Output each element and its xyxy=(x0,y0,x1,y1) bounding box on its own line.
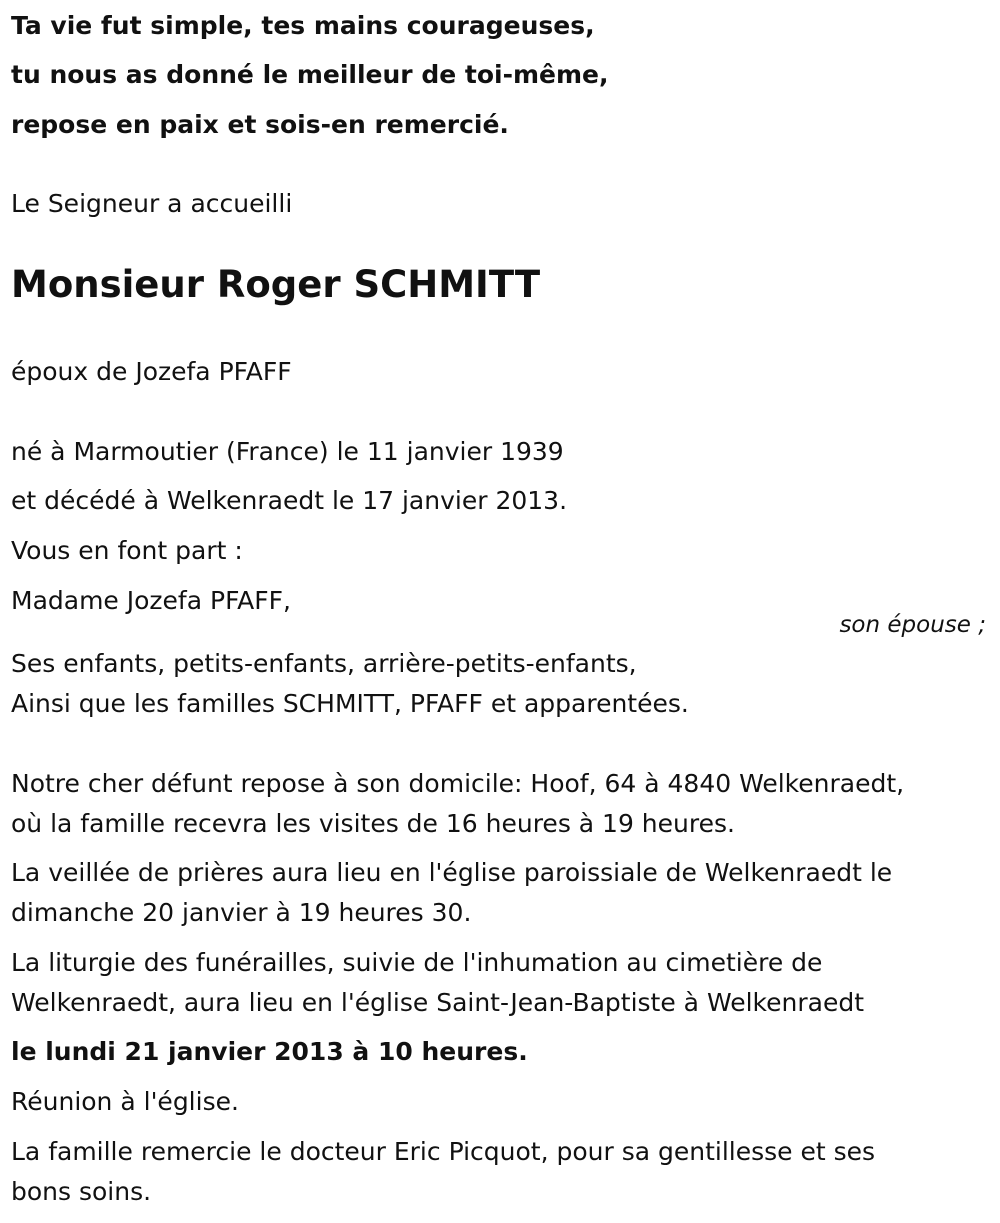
spouse-line: époux de Jozefa PFAFF xyxy=(11,357,292,386)
family-spouse-role: son épouse ; xyxy=(839,612,986,638)
poem-line-1: Ta vie fut simple, tes mains courageuses, xyxy=(11,11,595,40)
thanks-line-2: bons soins. xyxy=(11,1177,152,1206)
intro-text: Le Seigneur a accueilli xyxy=(11,189,293,218)
family-spouse-name: Madame Jozefa PFAFF, xyxy=(11,586,291,615)
vigil-line-1: La veillée de prières aura lieu en l'église paroissiale de Welkenraedt le xyxy=(11,858,893,887)
poem-line-2: tu nous as donné le meilleur de toi-même, xyxy=(11,60,609,89)
family-children: Ses enfants, petits-enfants, arrière-petits-enfants, xyxy=(11,649,637,678)
birth-line: né à Marmoutier (France) le 11 janvier 1939 xyxy=(11,437,564,466)
poem-line-3: repose en paix et sois-en remercié. xyxy=(11,110,509,139)
deceased-name: Monsieur Roger SCHMITT xyxy=(11,263,541,306)
death-line: et décédé à Welkenraedt le 17 janvier 2013. xyxy=(11,486,568,515)
family-families: Ainsi que les familles SCHMITT, PFAFF et apparentées. xyxy=(11,689,689,718)
liturgy-line-1: La liturgie des funérailles, suivie de l'inhumation au cimetière de xyxy=(11,948,823,977)
liturgy-date: le lundi 21 janvier 2013 à 10 heures. xyxy=(11,1037,528,1066)
meeting-line: Réunion à l'église. xyxy=(11,1087,239,1116)
rest-line-2: où la famille recevra les visites de 16 heures à 19 heures. xyxy=(11,809,735,838)
liturgy-line-2: Welkenraedt, aura lieu en l'église Saint-Jean-Baptiste à Welkenraedt xyxy=(11,988,864,1017)
announce-line: Vous en font part : xyxy=(11,536,243,565)
vigil-line-2: dimanche 20 janvier à 19 heures 30. xyxy=(11,898,472,927)
thanks-line-1: La famille remercie le docteur Eric Picquot, pour sa gentillesse et ses xyxy=(11,1137,876,1166)
rest-line-1: Notre cher défunt repose à son domicile: Hoof, 64 à 4840 Welkenraedt, xyxy=(11,769,905,798)
